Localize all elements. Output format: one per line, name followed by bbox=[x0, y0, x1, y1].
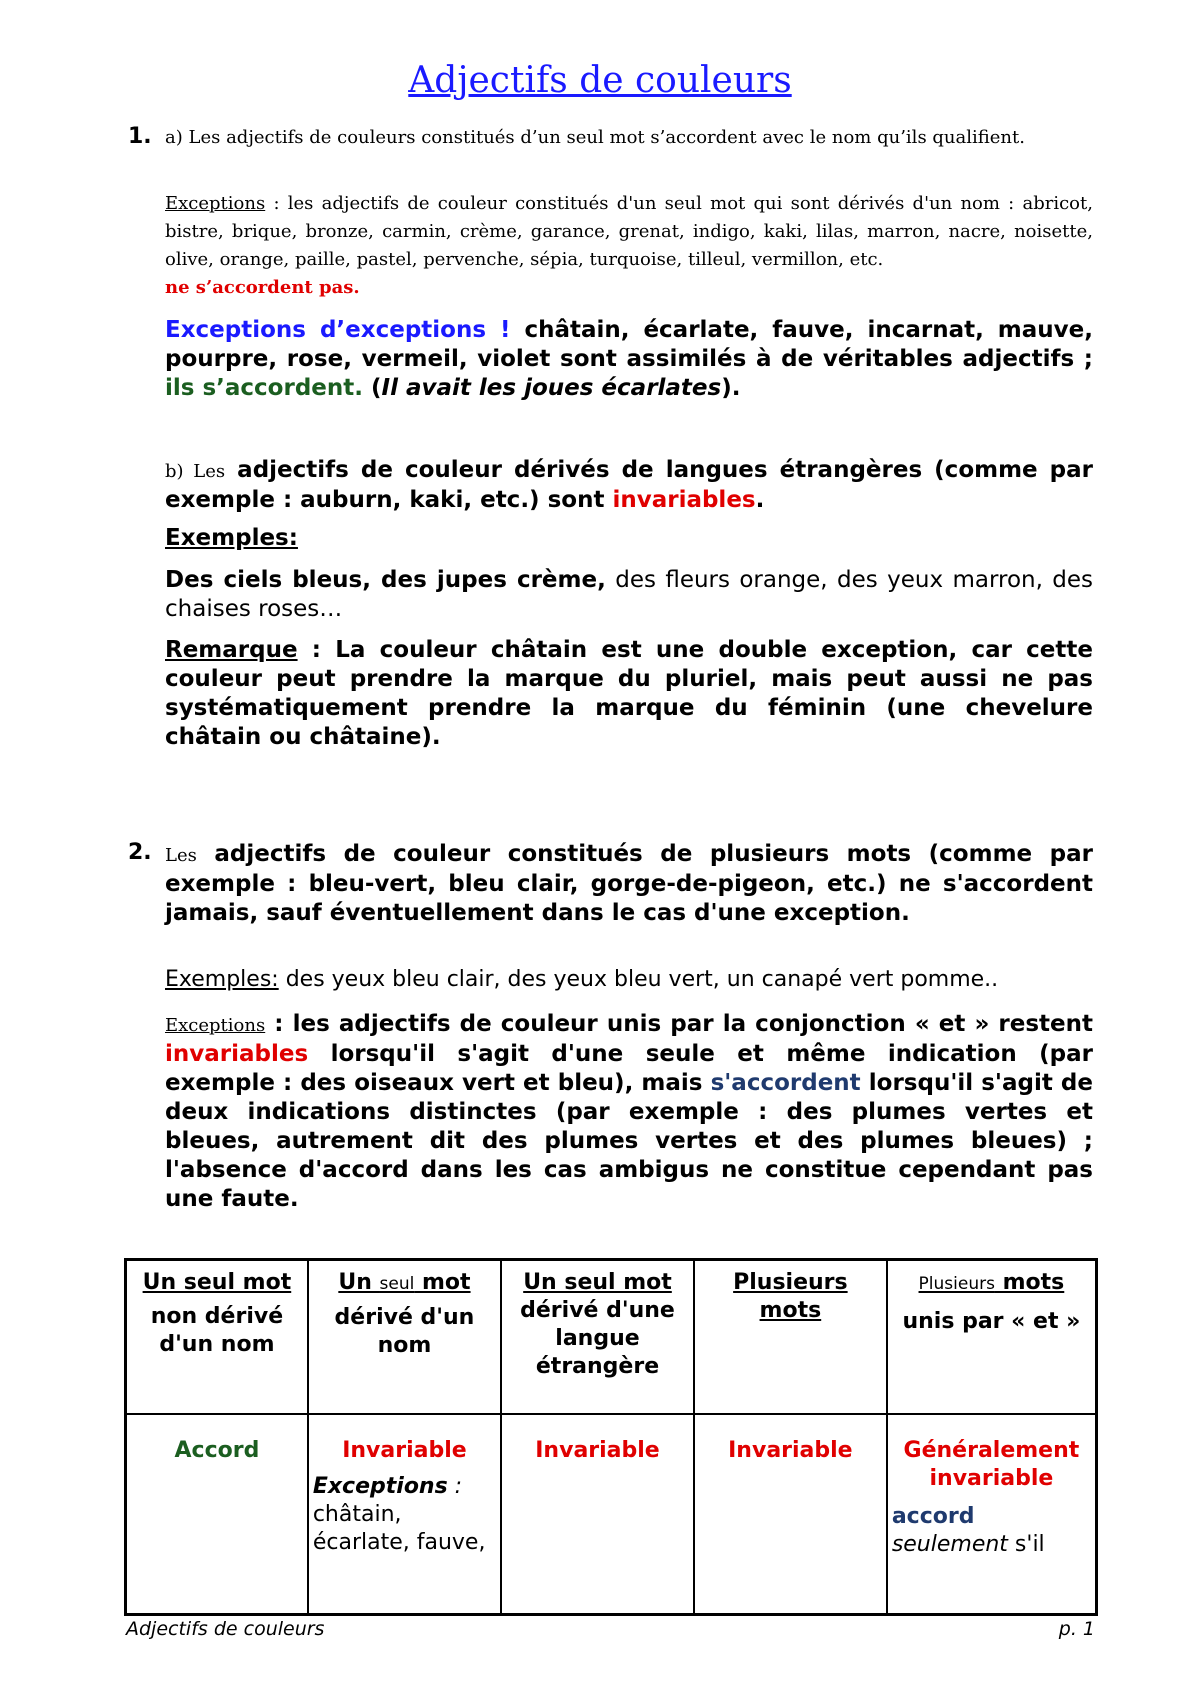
cell-2-invariable: Invariable bbox=[342, 1438, 467, 1463]
header-2-mot: mot bbox=[414, 1270, 471, 1295]
cell-5-seulement: seulement bbox=[891, 1532, 1008, 1557]
examples-rest: des fleurs orange, des yeux marron, des chaises roses… bbox=[165, 567, 1094, 622]
section-2-number: 2. bbox=[128, 840, 152, 865]
remark-text: : La couleur châtain est une double exception, car cette couleur peut prendre la marque du pluriel, mais peut aussi ne pas systématiquement prendre la marque du féminin (une chevelure châtain ou châtaine). bbox=[165, 637, 1093, 750]
section-2-les: Les bbox=[165, 845, 197, 866]
header-1-line1: Un seul mot bbox=[142, 1270, 292, 1295]
header-5-line2: unis par « et » bbox=[902, 1309, 1081, 1334]
cell-accord: Accord bbox=[174, 1438, 260, 1463]
cell-3-invariable: Invariable bbox=[535, 1438, 660, 1463]
body-cell-4 bbox=[694, 1414, 887, 1615]
remark-paragraph bbox=[165, 636, 1093, 752]
summary-table bbox=[124, 1258, 1098, 1616]
header-cell-3 bbox=[501, 1260, 694, 1415]
footer-page-number: p. 1 bbox=[1058, 1618, 1095, 1640]
section-2-exc-t3: lorsqu'il s'agit de deux indications distinctes (par exemple : des plumes vertes et bleues, autrement dit des plumes vertes et des plumes bleues) ; l'absence d'accord dans les cas ambigus ne constitue cependant pas une faute. bbox=[165, 1070, 1093, 1212]
table-body-row bbox=[126, 1414, 1097, 1615]
body-cell-5 bbox=[887, 1414, 1097, 1615]
footer-title: Adjectifs de couleurs bbox=[126, 1618, 325, 1640]
exceptions-paragraph bbox=[165, 190, 1093, 302]
exceptions-text: les adjectifs de couleur constitués d'un seul mot qui sont dérivés d'un nom : bbox=[287, 193, 1015, 214]
header-cell-2 bbox=[308, 1260, 501, 1415]
header-5-plus: Plusieurs bbox=[918, 1274, 995, 1294]
table-header-row bbox=[126, 1260, 1097, 1415]
section-1-number: 1. bbox=[128, 124, 152, 149]
section-2-exceptions bbox=[165, 1010, 1093, 1214]
exex-label: Exceptions d’exceptions ! bbox=[165, 317, 511, 343]
section-2-exceptions-label: Exceptions bbox=[165, 1015, 266, 1036]
header-5-mots: mots bbox=[994, 1270, 1065, 1295]
section-1b-end: . bbox=[755, 487, 765, 513]
header-2-line2: dérivé d'un nom bbox=[334, 1305, 475, 1358]
examples-heading: Exemples: bbox=[165, 525, 298, 551]
header-2-seul: seul bbox=[379, 1274, 415, 1294]
remark-label: Remarque bbox=[165, 637, 298, 663]
section-2-examples-text: des yeux bleu clair, des yeux bleu vert, un canapé vert pomme.. bbox=[278, 967, 999, 992]
section-1b-label: b) Les bbox=[165, 461, 226, 482]
examples-bold: Des ciels bleus, des jupes crème, bbox=[165, 567, 606, 593]
body-cell-3 bbox=[501, 1414, 694, 1615]
exex-close: ). bbox=[721, 375, 741, 401]
exceptions-list: abricot, bistre, brique, bronze, carmin, crème, garance, grenat, indigo, kaki, lilas, marron, nacre, noisette, olive, orange, paille, pastel, pervenche, sépia, turquoise, tilleul, vermillon, etc. bbox=[165, 193, 1093, 270]
header-2-line1 bbox=[313, 1269, 496, 1298]
cell-5-seulement-line bbox=[892, 1531, 1091, 1559]
header-3-line1: Un seul mot bbox=[523, 1270, 672, 1295]
section-1b-paragraph bbox=[165, 456, 1093, 515]
exex-green: ils s’accordent. bbox=[165, 375, 363, 401]
header-5-line1 bbox=[892, 1269, 1091, 1298]
section-2-examples-label: Exemples: bbox=[165, 967, 279, 992]
section-1b-text: adjectifs de couleur dérivés de langues étrangères (comme par exemple : auburn, kaki, etc.) sont bbox=[165, 457, 1094, 513]
section-2-text: adjectifs de couleur constitués de plusieurs mots (comme par exemple : bleu-vert, bleu clair, gorge-de-pigeon, etc.) ne s'accordent jamais, sauf éventuellement dans le cas d'une exception. bbox=[165, 841, 1093, 926]
header-3-line2: dérivé d'une langue étrangère bbox=[520, 1298, 675, 1379]
header-4: Plusieurs mots bbox=[733, 1270, 848, 1323]
section-1a-paragraph bbox=[165, 124, 1093, 152]
exceptions-label: Exceptions bbox=[165, 193, 266, 214]
exex-text: châtain, écarlate, fauve, incarnat, mauve, pourpre, rose, vermeil, violet sont assimilés à de véritables adjectifs ; bbox=[165, 317, 1093, 372]
header-2-un: Un bbox=[338, 1270, 380, 1295]
exceptions-of-exceptions-paragraph bbox=[165, 316, 1093, 403]
body-cell-2 bbox=[308, 1414, 501, 1615]
cell-2-exceptions-label: Exceptions bbox=[312, 1474, 448, 1499]
exceptions-result: ne s’accordent pas. bbox=[165, 277, 360, 298]
exceptions-sep: : bbox=[265, 193, 288, 214]
cell-5-sil: s'il bbox=[1007, 1532, 1045, 1557]
exex-italic-example: Il avait les joues écarlates bbox=[381, 375, 722, 401]
examples-paragraph bbox=[165, 566, 1093, 624]
section-2-paragraph bbox=[165, 840, 1093, 928]
cell-5-generally-invariable: Généralement invariable bbox=[903, 1438, 1080, 1491]
section-1b-red: invariables bbox=[612, 487, 756, 513]
section-2-exc-t2: lorsqu'il s'agit d'une seule et même indication (par exemple : des oiseaux vert et bleu), mais bbox=[165, 1041, 1093, 1096]
header-cell-1 bbox=[126, 1260, 308, 1415]
section-1a-label: a) bbox=[165, 127, 183, 148]
cell-5-accord: accord bbox=[891, 1504, 975, 1529]
header-cell-5 bbox=[887, 1260, 1097, 1415]
header-cell-4 bbox=[694, 1260, 887, 1415]
exex-open: ( bbox=[363, 375, 382, 401]
section-2-exc-red: invariables bbox=[165, 1041, 309, 1067]
cell-2-exceptions bbox=[313, 1473, 496, 1501]
page-title: Adjectifs de couleurs bbox=[408, 60, 792, 101]
cell-2-colon: : bbox=[447, 1474, 463, 1499]
section-2-examples bbox=[165, 966, 1093, 994]
cell-2-list: châtain, écarlate, fauve, bbox=[312, 1502, 486, 1555]
body-cell-1 bbox=[126, 1414, 308, 1615]
header-1-line2: non dérivé d'un nom bbox=[150, 1304, 284, 1357]
section-2-exc-navy: s'accordent bbox=[710, 1070, 861, 1096]
section-1a-text: Les adjectifs de couleurs constitués d’un seul mot s’accordent avec le nom qu’ils qualifient. bbox=[188, 127, 1025, 148]
section-2-exc-t1: : les adjectifs de couleur unis par la conjonction « et » restent bbox=[265, 1011, 1093, 1037]
cell-4-invariable: Invariable bbox=[728, 1438, 853, 1463]
